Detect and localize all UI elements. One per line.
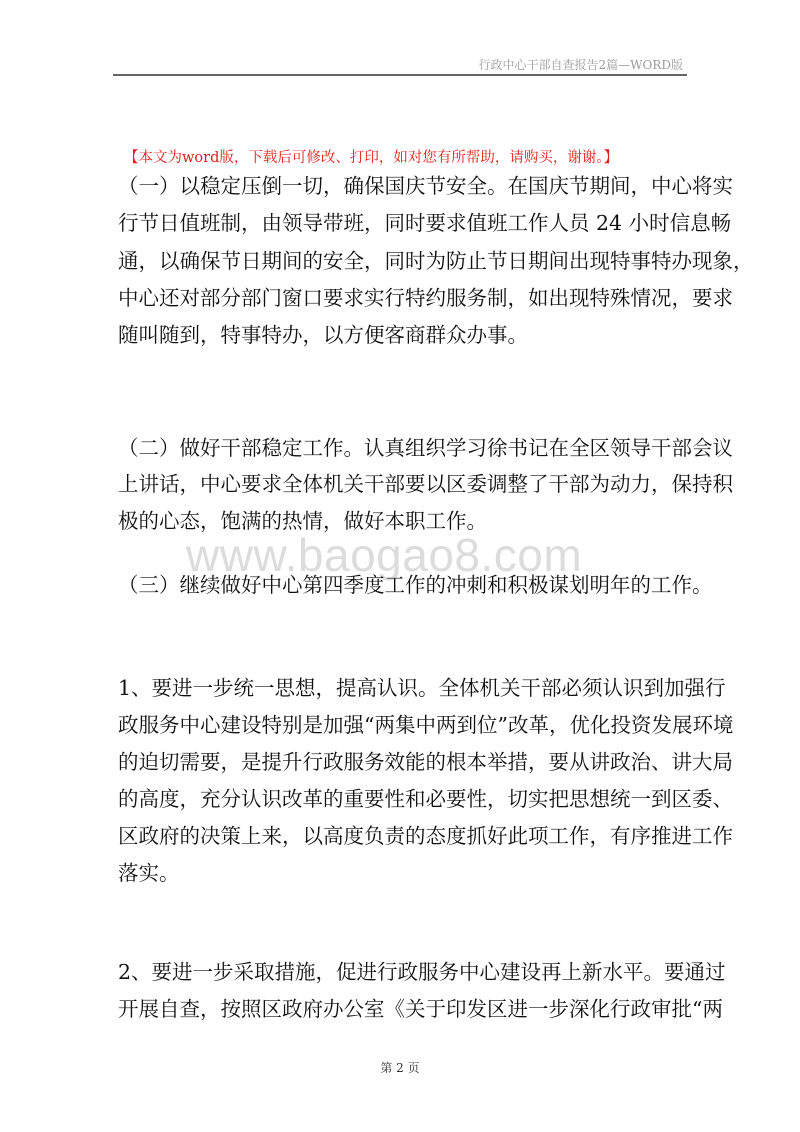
paragraph-1-line: 随叫随到，特事特办，以方便客商群众办事。 <box>118 323 528 347</box>
purchase-notice: 【本文为word版，下载后可修改、打印，如对您有所帮助，请购买，谢谢。】 <box>124 150 619 166</box>
paragraph-5-line: 开展自查，按照区政府办公室《关于印发区进一步深化行政审批“两 <box>118 997 723 1021</box>
watermark: www.baogao8.com <box>186 529 583 581</box>
paragraph-4-line: 区政府的决策上来，以高度负责的态度抓好此项工作，有序推进工作 <box>118 824 733 848</box>
paragraph-4-line: 的高度，充分认识改革的重要性和必要性，切实把思想统一到区委、 <box>118 787 733 811</box>
paragraph-5-line: 2、要进一步采取措施，促进行政服务中心建设再上新水平。要通过 <box>118 960 726 984</box>
running-header: 行政中心干部自查报告2篇—WORD版 <box>478 58 683 72</box>
paragraph-4-line: 落实。 <box>118 861 180 885</box>
paragraph-1-line: 行节日值班制，由领导带班，同时要求值班工作人员 24 小时信息畅 <box>118 211 732 235</box>
header-rule <box>113 74 687 76</box>
paragraph-2-line: 上讲话，中心要求全体机关干部要以区委调整了干部为动力，保持积 <box>118 472 733 496</box>
page-number: 第 2 页 <box>380 1061 420 1075</box>
paragraph-4-line: 政服务中心建设特别是加强“两集中两到位”改革，优化投资发展环境 <box>118 713 734 737</box>
paragraph-2-line: （二）做好干部稳定工作。认真组织学习徐书记在全区领导干部会议 <box>118 436 733 460</box>
paragraph-1-line: 通，以确保节日期间的安全，同时为防止节日期间出现特事特办现象， <box>118 249 754 273</box>
paragraph-1-line: 中心还对部分部门窗口要求实行特约服务制，如出现特殊情况，要求 <box>118 286 733 310</box>
paragraph-4-line: 1、要进一步统一思想，提高认识。全体机关干部必须认识到加强行 <box>118 676 726 700</box>
paragraph-3-line: （三）继续做好中心第四季度工作的冲刺和积极谋划明年的工作。 <box>118 573 713 597</box>
paragraph-1-line: （一）以稳定压倒一切，确保国庆节安全。在国庆节期间，中心将实 <box>118 174 733 198</box>
paragraph-2-line: 极的心态，饱满的热情，做好本职工作。 <box>118 509 487 533</box>
paragraph-4-line: 的迫切需要，是提升行政服务效能的根本举措，要从讲政治、讲大局 <box>118 750 733 774</box>
